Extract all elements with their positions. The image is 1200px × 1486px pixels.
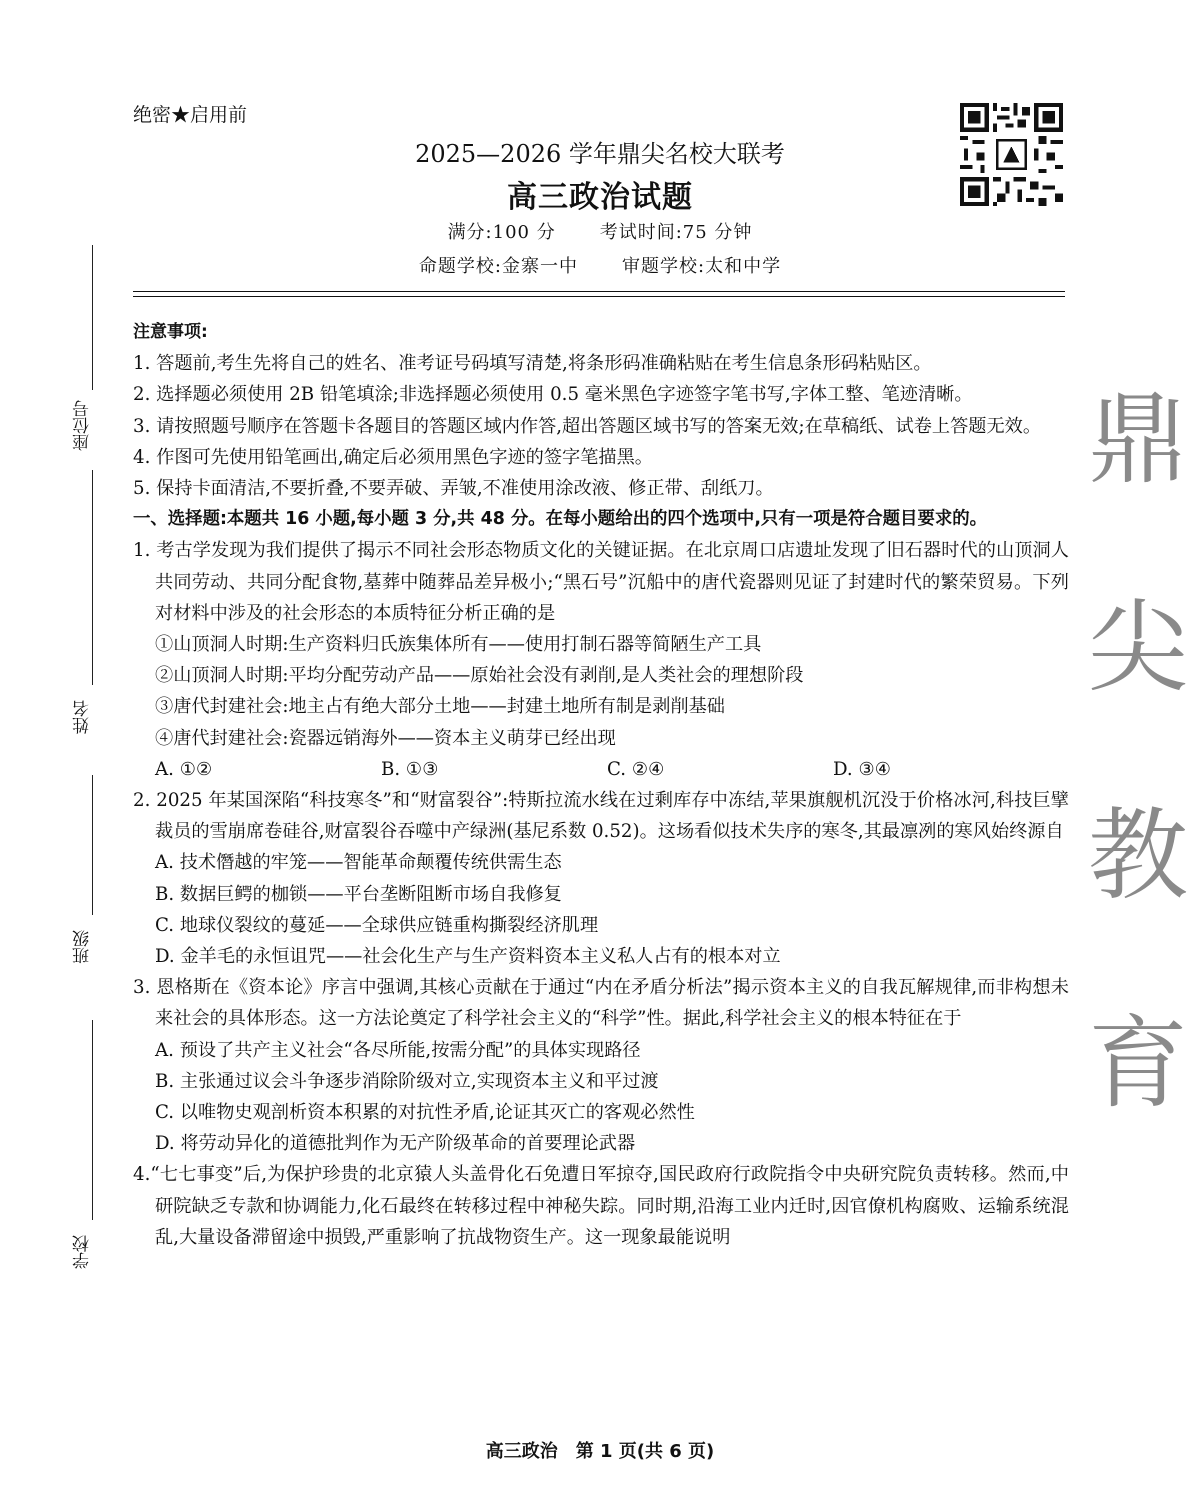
notes-title: 注意事项:: [133, 322, 208, 342]
watermark-char: 尖: [1088, 589, 1188, 706]
option-b: B. 主张通过议会斗争逐步消除阶级对立,实现资本主义和平过渡: [155, 1070, 659, 1092]
question-statement: ③唐代封建社会:地主占有绝大部分土地——封建土地所有制是剥削基础: [155, 696, 725, 718]
class-label: 班级: [73, 930, 93, 964]
option-b: B. ①③: [381, 758, 439, 780]
watermark-char: 教: [1088, 797, 1188, 914]
option-d: D. 金羊毛的永恒诅咒——社会化生产与生产资料资本主义私人占有的根本对立: [155, 946, 781, 968]
name-label: 姓名: [73, 700, 93, 734]
option-a: A. 预设了共产主义社会“各尽所能,按需分配”的具体实现路径: [155, 1039, 641, 1061]
qr-code-icon: [960, 103, 1063, 206]
note-item: 4. 作图可先使用铅笔画出,确定后必须用黑色字迹的签字笔描黑。: [133, 446, 653, 468]
seat-number-label: 座位号: [73, 400, 93, 451]
name-line: [92, 775, 93, 915]
exam-info-row-1: [0, 218, 1200, 244]
option-b: B. 数据巨鳄的枷锁——平台垄断阻断市场自我修复: [155, 883, 562, 905]
section-heading: 一、选择题:本题共 16 小题,每小题 3 分,共 48 分。在每小题给出的四个选项中,只有一项是符合题目要求的。: [133, 509, 988, 530]
question-options: [133, 754, 1069, 785]
watermark-char: 育: [1088, 1005, 1188, 1122]
header-rule-thin: [133, 296, 1065, 297]
confidential-mark: 绝密★启用前: [133, 104, 248, 126]
exam-time: 考试时间:75 分钟: [599, 222, 753, 243]
note-item: 3. 请按照题号顺序在答题卡各题目的答题区域内作答,超出答题区域书写的答案无效;在草稿纸、试卷上答题无效。: [133, 415, 1042, 437]
option-c: C. 地球仪裂纹的蔓延——全球供应链重构撕裂经济肌理: [155, 914, 599, 936]
question-statement: ①山顶洞人时期:生产资料归氏族集体所有——使用打制石器等简陋生产工具: [155, 634, 762, 656]
class-line: [92, 1020, 93, 1220]
full-score: 满分:100 分: [447, 222, 556, 243]
binding-line: [92, 245, 93, 390]
exam-title: 2025—2026 学年鼎尖名校大联考: [415, 140, 785, 168]
question-statement: ②山顶洞人时期:平均分配劳动产品——原始社会没有剥削,是人类社会的理想阶段: [155, 665, 804, 687]
reviewer-school: 审题学校:太和中学: [622, 256, 782, 277]
setter-school: 命题学校:金寨一中: [418, 256, 578, 277]
question-stem: 4.“七七事变”后,为保护珍贵的北京猿人头盖骨化石免遭日军掠夺,国民政府行政院指令中央研究院负责转移。然而,中研院缺乏专款和协调能力,化石最终在转移过程中神秘失踪。同时期,沿海工业内迁时,因官僚机构腐败、运输系统混乱,大量设备滞留途中损毁,严重影响了抗战物资生产。这一现象最能说明: [133, 1164, 1069, 1248]
question-stem: 3. 恩格斯在《资本论》序言中强调,其核心贡献在于通过“内在矛盾分析法”揭示资本主义的自我瓦解规律,而非构想未来社会的具体形态。这一方法论奠定了科学社会主义的“科学”性。据此,科学社会主义的根本特征在于: [133, 977, 1069, 1030]
question-stem: 1. 考古学发现为我们提供了揭示不同社会形态物质文化的关键证据。在北京周口店遗址发现了旧石器时代的山顶洞人共同劳动、共同分配食物,墓葬中随葬品差异极小;“黑石号”沉船中的唐代瓷器则见证了封建时代的繁荣贸易。下列对材料中涉及的社会形态的本质特征分析正确的是: [133, 540, 1069, 624]
seat-number-line: [92, 470, 93, 685]
subject-title: 高三政治试题: [507, 180, 693, 215]
school-label: 学校: [73, 1235, 93, 1269]
question-statement: ④唐代封建社会:瓷器远销海外——资本主义萌芽已经出现: [155, 727, 616, 749]
question-stem: 2. 2025 年某国深陷“科技寒冬”和“财富裂谷”:特斯拉流水线在过剩库存中冻结,苹果旗舰机沉没于价格冰河,科技巨擘裁员的雪崩席卷硅谷,财富裂谷吞噬中产绿洲(基尼系数 0.52)。这场看似技术失序的寒冬,其最凛冽的寒风始终源自: [133, 790, 1069, 843]
note-item: 5. 保持卡面清洁,不要折叠,不要弄破、弄皱,不准使用涂改液、修正带、刮纸刀。: [133, 478, 774, 500]
page-footer: 高三政治 第 1 页(共 6 页): [485, 1441, 715, 1462]
note-item: 2. 选择题必须使用 2B 铅笔填涂;非选择题必须使用 0.5 毫米黑色字迹签字笔书写,字体工整、笔迹清晰。: [133, 384, 973, 406]
option-d: D. ③④: [833, 758, 892, 780]
exam-content: [133, 317, 1069, 1253]
option-a: A. ①②: [155, 758, 213, 780]
option-c: C. ②④: [607, 758, 665, 780]
option-d: D. 将劳动异化的道德批判作为无产阶级革命的首要理论武器: [155, 1133, 636, 1155]
exam-info-row-2: [0, 252, 1200, 278]
note-item: 1. 答题前,考生先将自己的姓名、准考证号码填写清楚,将条形码准确粘贴在考生信息条形码粘贴区。: [133, 353, 932, 375]
watermark-char: 鼎: [1088, 381, 1188, 498]
header-rule-thick: [133, 291, 1065, 292]
option-a: A. 技术僭越的牢笼——智能革命颠覆传统供需生态: [155, 852, 562, 874]
option-c: C. 以唯物史观剖析资本积累的对抗性矛盾,论证其灭亡的客观必然性: [155, 1102, 695, 1124]
